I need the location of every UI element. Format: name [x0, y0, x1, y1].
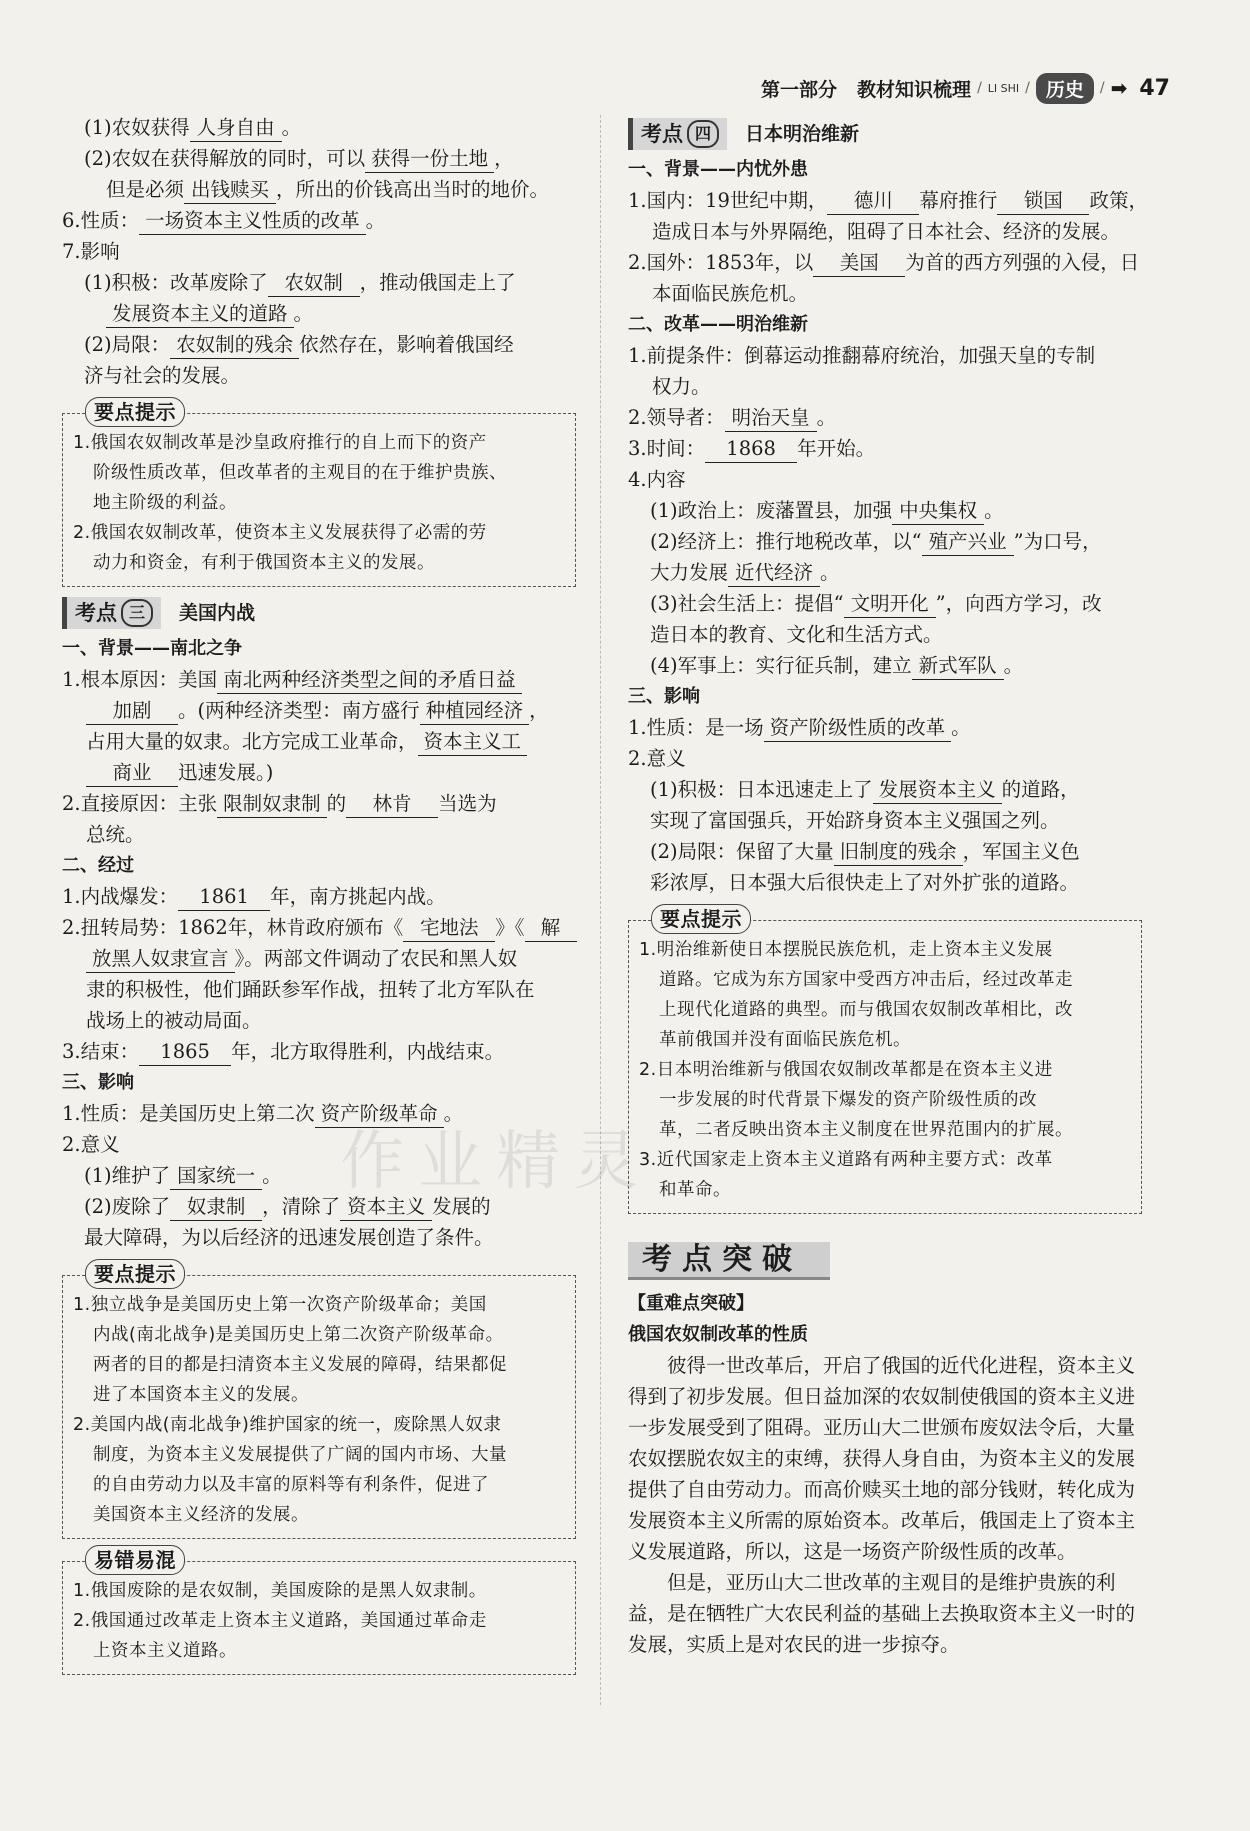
- text-line: 2.领导者： 明治天皇 。: [628, 402, 1148, 433]
- text-line: (1)积极：日本迅速走上了 发展资本主义 的道路，: [628, 774, 1148, 805]
- kp-title-us-civil-war: 考点 三 美国内战: [62, 597, 582, 629]
- text-line: (1)政治上：废藩置县，加强 中央集权 。: [628, 495, 1148, 526]
- text-line: (2)经济上：推行地税改革，以“ 殖产兴业 ”为口号，: [628, 526, 1148, 557]
- text-line: 1.前提条件：倒幕运动推翻幕府统治，加强天皇的专制: [628, 344, 1096, 367]
- text-line: 实现了富国强兵，开始跻身资本主义强国之列。: [650, 809, 1060, 832]
- tip-label: 要点提示: [85, 1259, 185, 1289]
- text-line: 1.国内：19世纪中期， 德川 幕府推行 锁国 政策，: [628, 185, 1148, 216]
- subject-badge: 历史: [1036, 73, 1094, 104]
- text-line: 本面临民族危机。: [652, 282, 809, 305]
- text-line: 1.根本原因：美国 南北两种经济类型之间的矛盾日益: [62, 664, 582, 695]
- header-section: 教材知识梳理: [857, 78, 972, 101]
- text-line: 2.国外：1853年，以 美国 为首的西方列强的入侵，日: [628, 247, 1148, 278]
- breakthrough-banner: 考点突破: [628, 1242, 830, 1280]
- left-column: [62, 112, 582, 1685]
- text-line: 发展资本主义的道路 。: [62, 298, 582, 329]
- paragraph: 彼得一世改革后，开启了俄国的近代化进程，资本主义得到了初步发展。但日益加深的农奴制使俄国的资本主义进一步发展受到了阻碍。亚历山大二世颁布废奴法令后，大量农奴摆脱农奴主的束缚，获得人身自由，为资本主义的发展提供了自由劳动力。而高价赎买土地的部分钱财，转化成为发展资本主义所需的原始资本。改革后，俄国走上了资本主义发展道路，所以，这是一场资产阶级性质的改革。: [628, 1354, 1136, 1563]
- text-line: (1)维护了 国家统一 。: [62, 1160, 582, 1191]
- text-line: 彩浓厚，日本强大后很快走上了对外扩张的道路。: [650, 871, 1080, 894]
- breakthrough-tag: 【重难点突破】: [628, 1293, 754, 1314]
- watermark: 作业精灵: [340, 1125, 652, 1199]
- header-pinyin: LI SHI: [987, 81, 1020, 95]
- section-heading: 一、背景——南北之争: [62, 638, 242, 659]
- section-heading: 二、经过: [62, 855, 134, 876]
- text-line: (1)积极：改革废除了 农奴制 ，推动俄国走上了: [62, 267, 582, 298]
- paragraph: 但是，亚历山大二世改革的主观目的是维护贵族的利益，是在牺牲广大农民利益的基础上去换取资本主义一时的发展，实质上是对农民的进一步掠夺。: [628, 1571, 1136, 1656]
- tip-box-us: 要点提示 1.独立战争是美国历史上第一次资产阶级革命；美国 内战(南北战争)是美国历史上第二次资产阶级革命。 两者的目的都是扫清资本主义发展的障碍，结果都促 进了本国资本主义的发展。 2.美国内战(南北战争)维护国家的统一，废除黑人奴隶 制度，为资本主义发展提供了广阔的国内市场、大量 的自由劳动力以及丰富的原料等有利条件，促进了 美国资本主义经济的发展。: [62, 1275, 576, 1539]
- kp-title-meiji: 考点 四 日本明治维新: [628, 118, 1148, 150]
- page-number: 47: [1139, 75, 1170, 101]
- text-line: 1.内战爆发： 1861 年，南方挑起内战。: [62, 881, 582, 912]
- header-part: 第一部分: [761, 78, 838, 101]
- text-line: 战场上的被动局面。: [86, 1009, 262, 1032]
- text-line: (1)农奴获得 人身自由 。: [62, 112, 582, 143]
- text-line: 但是必须 出钱赎买 ，所出的价钱高出当时的地价。: [62, 174, 582, 205]
- text-line: 权力。: [652, 375, 711, 398]
- section-heading: 三、影响: [62, 1072, 134, 1093]
- section-heading: 一、背景——内忧外患: [628, 159, 808, 180]
- text-line: 最大障碍，为以后经济的迅速发展创造了条件。: [84, 1226, 494, 1249]
- text-line: 7.影响: [62, 240, 120, 263]
- right-column: [628, 112, 1148, 1660]
- text-line: 4.内容: [628, 468, 686, 491]
- section-heading: 三、影响: [628, 686, 700, 707]
- section-heading: 二、改革——明治维新: [628, 314, 808, 335]
- text-line: 3.时间： 1868 年开始。: [628, 433, 1148, 464]
- tip-box-confusion: 易错易混 1.俄国废除的是农奴制，美国废除的是黑人奴隶制。 2.俄国通过改革走上资本主义道路，美国通过革命走 上资本主义道路。: [62, 1561, 576, 1675]
- text-line: 3.结束： 1865 年，北方取得胜利，内战结束。: [62, 1036, 582, 1067]
- text-line: 隶的积极性，他们踊跃参军作战，扭转了北方军队在: [86, 978, 535, 1001]
- breakthrough-title: 俄国农奴制改革的性质: [628, 1324, 808, 1345]
- text-line: 2.意义: [62, 1133, 120, 1156]
- text-line: (2)农奴在获得解放的同时，可以 获得一份土地 ，: [62, 143, 582, 174]
- text-line: 商业 迅速发展。): [62, 757, 582, 788]
- text-line: (4)军事上：实行征兵制，建立 新式军队 。: [628, 650, 1148, 681]
- tip-label: 易错易混: [85, 1545, 185, 1575]
- text-line: (2)局限： 农奴制的残余 依然存在，影响着俄国经: [62, 329, 582, 360]
- tip-label: 要点提示: [651, 904, 751, 934]
- arrow-right-icon: ➡: [1110, 76, 1128, 100]
- text-line: 造成日本与外界隔绝，阻碍了日本社会、经济的发展。: [652, 220, 1121, 243]
- text-line: 加剧 。(两种经济类型：南方盛行 种植园经济 ，: [62, 695, 582, 726]
- column-divider: [600, 115, 601, 1705]
- page-header: 第一部分 教材知识梳理 / LI SHI / 历史 / ➡ 47: [660, 70, 1170, 106]
- text-line: 1.性质：是美国历史上第二次 资产阶级革命 。: [62, 1098, 582, 1129]
- text-line: 1.性质：是一场 资产阶级性质的改革 。: [628, 712, 1148, 743]
- tip-label: 要点提示: [85, 397, 185, 427]
- text-line: 造日本的教育、文化和生活方式。: [650, 623, 943, 646]
- tip-box-meiji: 要点提示 1.明治维新使日本摆脱民族危机，走上资本主义发展 道路。它成为东方国家中受西方冲击后，经过改革走 上现代化道路的典型。而与俄国农奴制改革相比，改 革前俄国并没有面临民族危机。 2.日本明治维新与俄国农奴制改革都是在资本主义进 一步发展的时代背景下爆发的资产阶级性质的改 革，二者反映出资本主义制度在世界范围内的扩展。 3.近代国家走上资本主义道路有两种主要方式：改革 和革命。: [628, 920, 1142, 1214]
- text-line: 2.直接原因：主张 限制奴隶制 的 林肯 当选为: [62, 788, 582, 819]
- text-line: 总统。: [86, 823, 145, 846]
- text-line: (3)社会生活上：提倡“ 文明开化 ”，向西方学习，改: [628, 588, 1148, 619]
- text-line: 放黑人奴隶宣言 》。两部文件调动了农民和黑人奴: [62, 943, 582, 974]
- text-line: 2.扭转局势：1862年，林肯政府颁布《 宅地法 》《 解: [62, 912, 582, 943]
- text-line: (2)废除了 奴隶制 ，清除了 资本主义 发展的: [62, 1191, 582, 1222]
- text-line: 占用大量的奴隶。北方完成工业革命， 资本主义工: [62, 726, 582, 757]
- text-line: 6.性质： 一场资本主义性质的改革 。: [62, 205, 582, 236]
- text-line: 大力发展 近代经济 。: [628, 557, 1148, 588]
- text-line: 济与社会的发展。: [84, 364, 241, 387]
- text-line: 2.意义: [628, 747, 686, 770]
- text-line: (2)局限：保留了大量 旧制度的残余 ，军国主义色: [628, 836, 1148, 867]
- tip-box-russia: 要点提示 1.俄国农奴制改革是沙皇政府推行的自上而下的资产 阶级性质改革，但改革者的主观目的在于维护贵族、 地主阶级的利益。 2.俄国农奴制改革，使资本主义发展获得了必需的劳 动力和资金，有利于俄国资本主义的发展。: [62, 413, 576, 587]
